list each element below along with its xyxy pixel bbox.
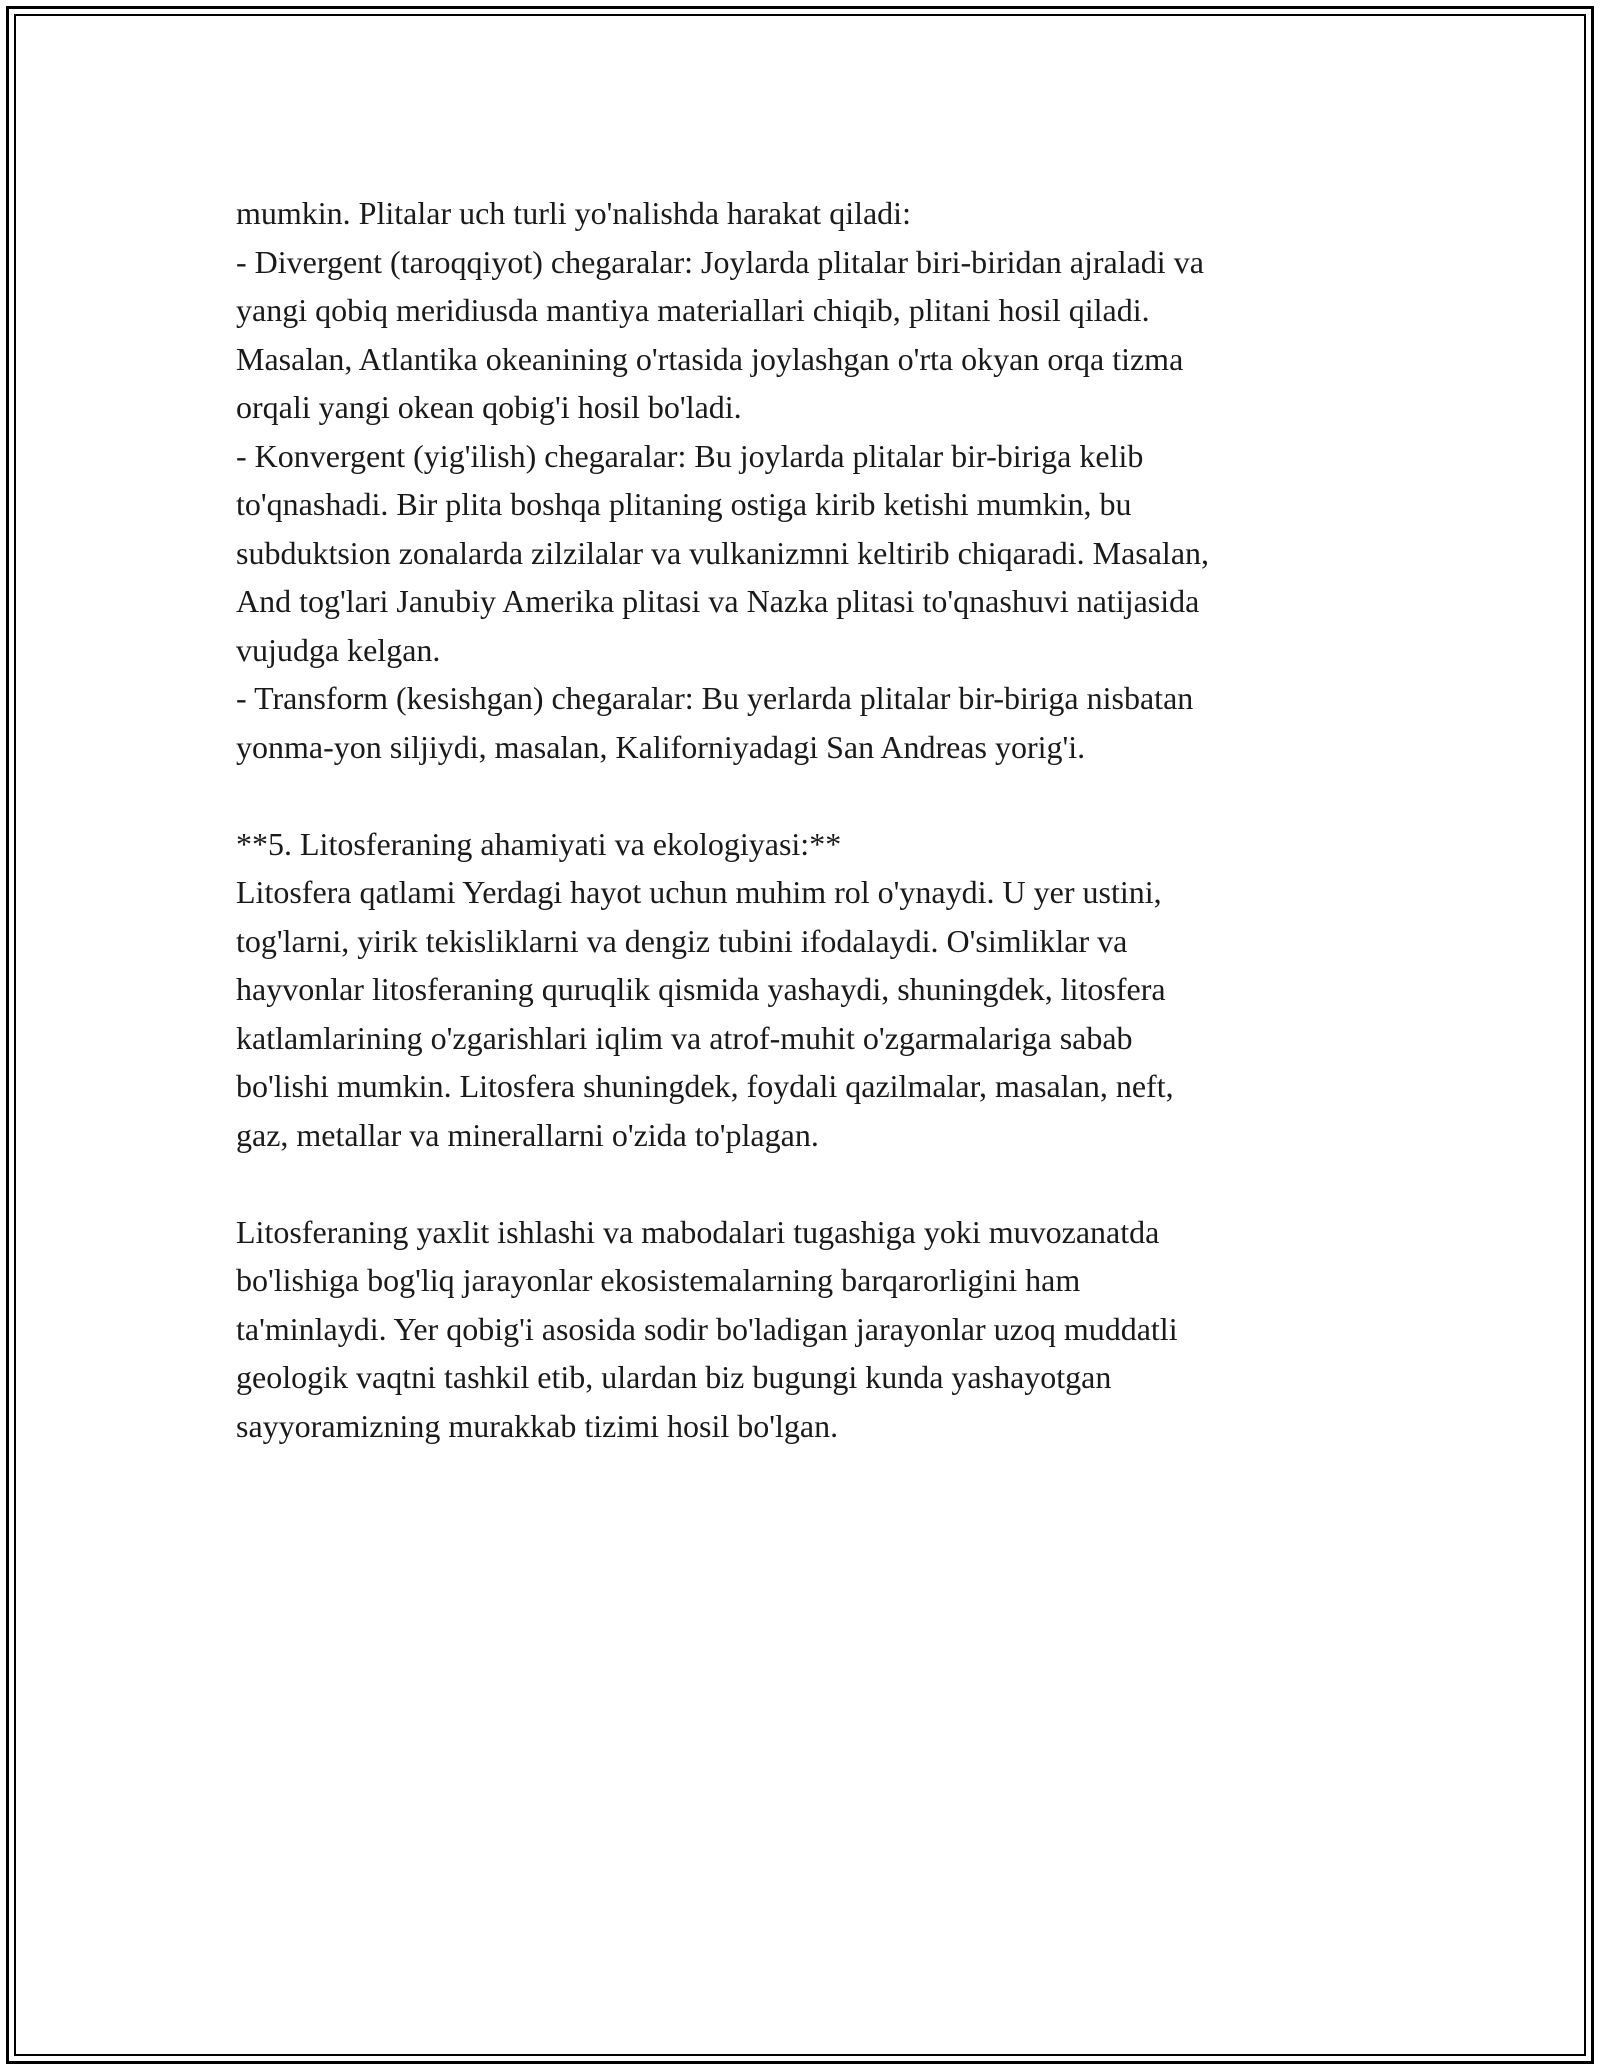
paragraph-gap xyxy=(236,1159,1366,1208)
text-line: Litosferaning yaxlit ishlashi va mabodalari tugashiga yoki muvozanatda xyxy=(236,1213,1160,1250)
text-line: hayvonlar litosferaning quruqlik qismida yashaydi, shuningdek, litosfera xyxy=(236,971,1166,1007)
text-line: to'qnashadi. Bir plita boshqa plitaning ostiga kirib ketishi mumkin, bu xyxy=(236,486,1132,522)
text-line: And tog'lari Janubiy Amerika plitasi va Nazka plitasi to'qnashuvi natijasida xyxy=(236,583,1200,619)
text-line: Litosfera qatlami Yerdagi hayot uchun muhim rol o'ynaydi. U yer ustini, xyxy=(236,874,1162,910)
text-line: subduktsion zonalarda zilzilalar va vulkanizmni keltirib chiqaradi. Masalan, xyxy=(236,534,1210,571)
text-line: Masalan, Atlantika okeanining o'rtasida joylashgan o'rta okyan orqa tizma xyxy=(236,340,1184,377)
text-line: gaz, metallar va minerallarni o'zida to'plagan. xyxy=(236,1116,819,1153)
text-line: geologik vaqtni tashkil etib, ulardan biz bugungi kunda yashayotgan xyxy=(236,1359,1112,1395)
text-line: vujudga kelgan. xyxy=(236,631,441,668)
text-line: - Divergent (taroqqiyot) chegaralar: Joylarda plitalar biri-biridan ajraladi va xyxy=(236,243,1204,280)
text-line: bo'lishiga bog'liq jarayonlar ekosistemalarning barqarorligini ham xyxy=(236,1262,1081,1298)
text-line: katlamlarining o'zgarishlari iqlim va atrof-muhit o'zgarmalariga sabab xyxy=(236,1019,1133,1056)
text-line: tog'larni, yirik tekisliklarni va dengiz tubini ifodalaydi. O'simliklar va xyxy=(236,922,1128,959)
text-line: yonma-yon siljiydi, masalan, Kaliforniyadagi San Andreas yorig'i. xyxy=(236,728,1086,765)
section-heading: **5. Litosferaning ahamiyati va ekologiyasi:** xyxy=(236,825,842,862)
text-line: - Transform (kesishgan) chegaralar: Bu yerlarda plitalar bir-biriga nisbatan xyxy=(236,680,1194,716)
text-line: - Konvergent (yig'ilish) chegaralar: Bu joylarda plitalar bir-biriga kelib xyxy=(236,437,1144,474)
text-line: orqali yangi okean qobig'i hosil bo'ladi. xyxy=(236,389,742,425)
text-line: sayyoramizning murakkab tizimi hosil bo'lgan. xyxy=(236,1407,839,1444)
text-line: bo'lishi mumkin. Litosfera shuningdek, foydali qazilmalar, masalan, neft, xyxy=(236,1068,1174,1104)
text-line: ta'minlaydi. Yer qobig'i asosida sodir bo'ladigan jarayonlar uzoq muddatli xyxy=(236,1310,1178,1347)
paragraph-gap xyxy=(236,771,1366,820)
text-line: yangi qobiq meridiusda mantiya materiallari chiqib, plitani hosil qiladi. xyxy=(236,292,1150,328)
text-line: mumkin. Plitalar uch turli yo'nalishda harakat qiladi: xyxy=(236,195,911,231)
document-body xyxy=(236,189,1366,1450)
